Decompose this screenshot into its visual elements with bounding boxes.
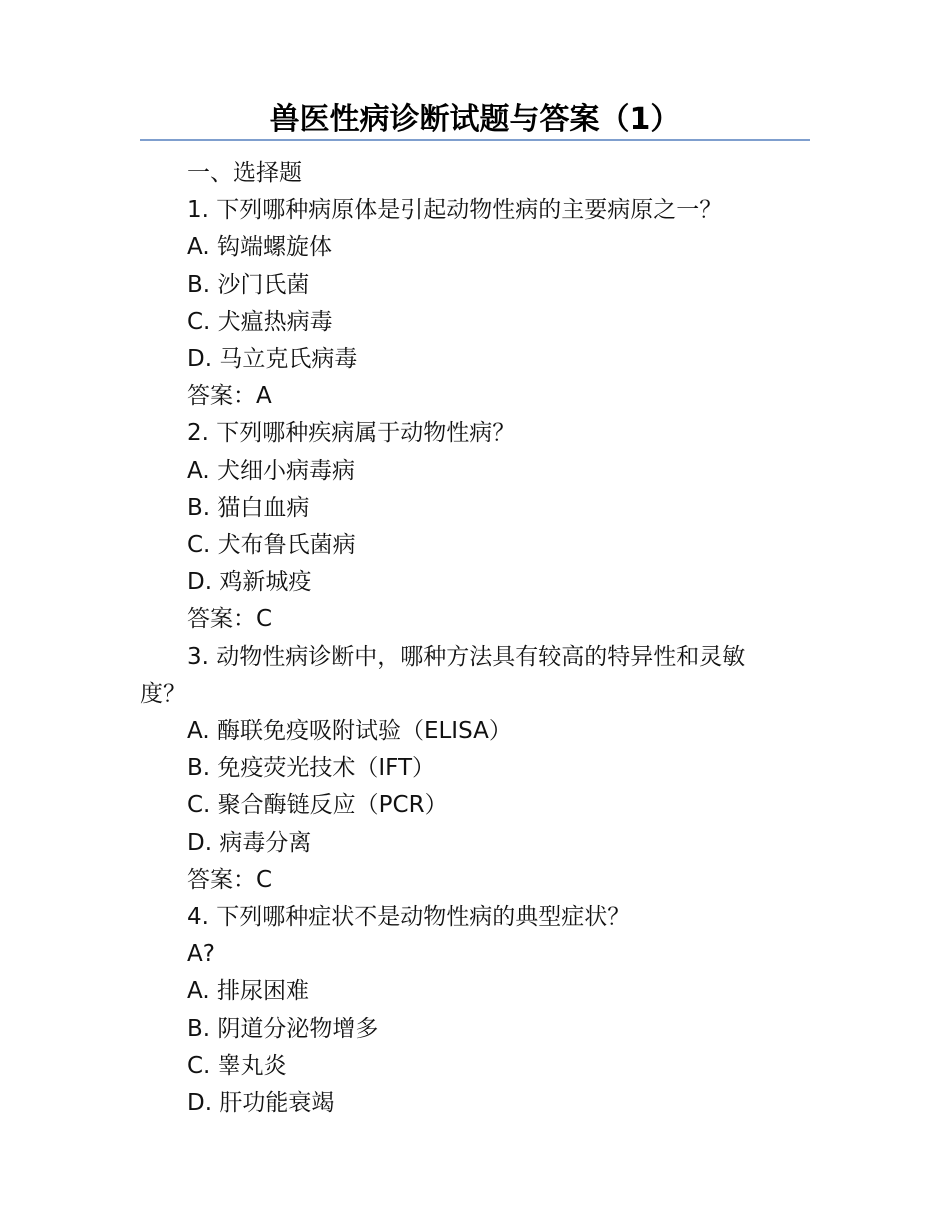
document-body xyxy=(140,155,790,1122)
question-stem: 3. 动物性病诊断中，哪种方法具有较高的特异性和灵敏度？ xyxy=(140,643,746,707)
option-d: D. 马立克氏病毒 xyxy=(187,346,358,373)
option-b: B. 沙门氏菌 xyxy=(187,271,310,298)
title-underline xyxy=(140,139,810,141)
option-b: B. 猫白血病 xyxy=(187,494,310,521)
section-heading: 一、选择题 xyxy=(187,160,302,186)
option-b: B. 阴道分泌物增多 xyxy=(187,1015,379,1042)
option-a: A. 排尿困难 xyxy=(187,978,309,1005)
document-title: 兽医性病诊断试题与答案（1） xyxy=(269,102,681,137)
question-extra-line: A? xyxy=(187,941,215,968)
answer-line: 答案：A xyxy=(187,383,272,410)
option-a: A. 犬细小病毒病 xyxy=(187,457,355,484)
question-stem: 2. 下列哪种疾病属于动物性病？ xyxy=(187,420,516,447)
option-b: B. 免疫荧光技术（IFT） xyxy=(187,755,436,782)
option-c: C. 睾丸炎 xyxy=(187,1052,287,1079)
option-c: C. 犬布鲁氏菌病 xyxy=(187,532,356,559)
question-stem: 1. 下列哪种病原体是引起动物性病的主要病原之一？ xyxy=(187,197,723,224)
question-stem: 4. 下列哪种症状不是动物性病的典型症状？ xyxy=(187,904,631,931)
option-c: C. 聚合酶链反应（PCR） xyxy=(187,792,448,819)
answer-line: 答案：C xyxy=(187,606,273,633)
answer-line: 答案：C xyxy=(187,866,273,893)
option-d: D. 肝功能衰竭 xyxy=(187,1090,335,1117)
option-a: A. 钩端螺旋体 xyxy=(187,234,332,261)
option-c: C. 犬瘟热病毒 xyxy=(187,308,333,335)
option-a: A. 酶联免疫吸附试验（ELISA） xyxy=(187,718,512,745)
option-d: D. 鸡新城疫 xyxy=(187,569,312,596)
option-d: D. 病毒分离 xyxy=(187,829,312,856)
